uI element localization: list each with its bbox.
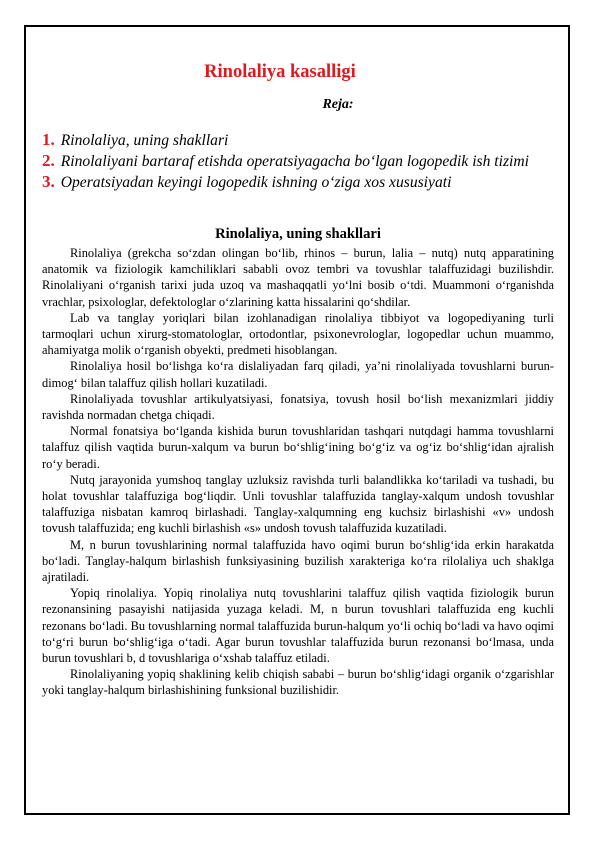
document-title: Rinolaliya kasalligi [204, 62, 356, 82]
paragraph: Nutq jarayonida yumshoq tanglay uzluksiz ravishda turli balandlikka ko‘tariladi va tushadi, bu holat tovushlar talaffuziga bog‘liqdir. Unli tovushlar talaffuzida tanglay-xalqum undosh tovushlar talaffuziga nisbatan kamroq birlashadi. Tanglay-xalqumning eng kuchsiz birlashishi «v» undosh tovush talaffuzida; eng kuchli birlashish «s» undosh tovush talaffuzida kuzatiladi. [42, 472, 554, 536]
paragraph: Rinolaliyaning yopiq shaklining kelib chiqish sababi – burun bo‘shlig‘idagi organik o‘zgarishlar yoki tanglay-halqum birlashishining funksional buzilishidir. [42, 667, 554, 698]
document-body [42, 60, 554, 699]
outline-number: 2. [42, 151, 55, 170]
paragraph: Rinolaliyada tovushlar artikulyatsiyasi, fonatsiya, tovush hosil bo‘lish mexanizmlari jiddiy ravishda normadan chetga chiqadi. [42, 391, 554, 423]
paragraph: Yopiq rinolaliya. Yopiq rinolaliya nutq tovushlarini talaffuz qilish vaqtida fiziologik burun rezonansining pasayishi natijasida yuzaga keladi. M, n burun tovushlari talaffuzida eng kuchli rezonans bo‘ladi. Bu tovushlarning normal talaffuzida burun-halqum yo‘li ochiq bo‘ladi va havo oqimi to‘g‘ri burun bo‘shlig‘iga o‘tadi. Agar burun tovushlar talaffuzida burun rezonansi bo‘lmasa, unda burun tovushlari b, d tovushlariga o‘xshab talaffuz etiladi. [42, 586, 554, 666]
outline-text: Rinolaliyani bartaraf etishda operatsiyagacha bo‘lgan logopedik ish tizimi [60, 153, 529, 170]
paragraph: M, n burun tovushlarining normal talaffuzida havo oqimi burun bo‘shlig‘ida erkin harakatda bo‘ladi. Tanglay-halqum birlashish funksiyasining buzilish xarakteriga ko‘ra rilolaliya uch shaklga ajratiladi. [42, 537, 554, 585]
outline-text: Operatsiyadan keyingi logopedik ishning o‘ziga xos xususiyati [60, 174, 452, 191]
paragraph: Normal fonatsiya bo‘lganda kishida burun tovushlaridan tashqari nutqdagi hamma tovushlarni talaffuz qilish vaqtida burun-xalqum va burun bo‘shlig‘ining bo‘g‘iz va og‘iz bo‘shlig‘idan ajralish ro‘y beradi. [42, 424, 554, 471]
outline-item [42, 130, 554, 151]
outline-text: Rinolaliya, uning shakllari [60, 132, 229, 149]
outline-number: 3. [42, 172, 55, 191]
outline-item [42, 172, 554, 193]
paragraph: Lab va tanglay yoriqlari bilan izohlanadigan rinolaliya tibbiyot va logopediyaning turli tarmoqlari uchun xirurg-stomatologlar, ortodontlar, psixonevrologlar, logopedlar uchun muammo, ahamiyatga molik o‘rganish obyekti, predmeti hisoblangan. [42, 310, 554, 358]
paragraph: Rinolaliya hosil bo‘lishga ko‘ra dislaliyadan farq qiladi, ya’ni rinolaliyada tovushlarni burun-dimog‘ bilan talaffuz qilish hollari kuzatiladi. [42, 359, 554, 390]
plan-heading: Reja: [322, 97, 354, 112]
outline-number: 1. [42, 130, 55, 149]
paragraph: Rinolaliya (grekcha so‘zdan olingan bo‘lib, rhinos – burun, lalia – nutq) nutq apparatining anatomik va fiziologik kamchiliklari sababli ovoz tembri va tovushlar talaffuzidagi buzilishdir. Rinolaliyani o‘rganish tarixi juda uzoq va mashaqqatli yo‘lni bosib o‘tdi. Muammoni o‘rganishda vrachlar, psixologlar, defektologlar o‘zlarining katta hissalarini qo‘shdilar. [42, 246, 554, 309]
outline-item [42, 151, 554, 172]
outline-list [42, 130, 554, 193]
section-title: Rinolaliya, uning shakllari [215, 226, 381, 242]
